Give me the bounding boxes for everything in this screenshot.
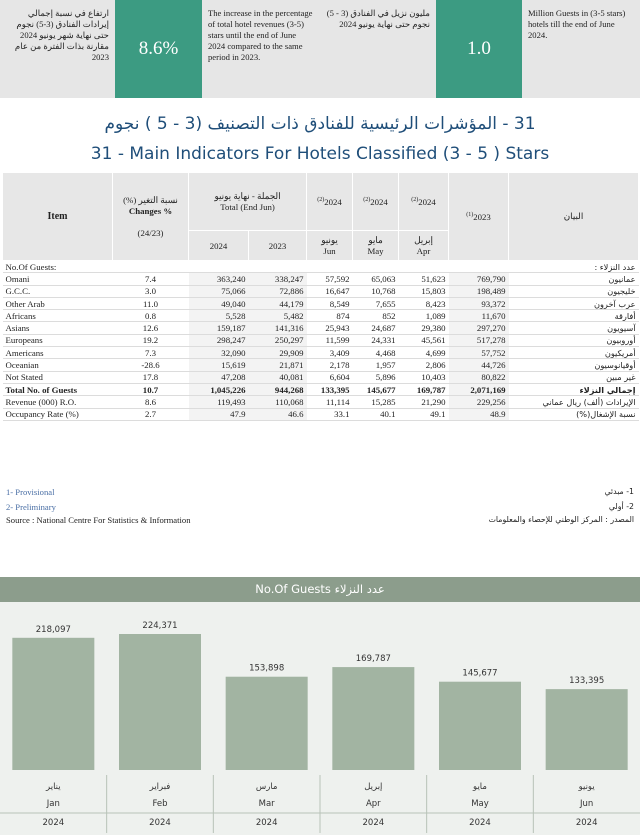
footnote-source-en: Source : National Centre For Statistics & Information bbox=[6, 515, 191, 525]
cell-apr: 10,403 bbox=[399, 371, 449, 383]
cell-t23: 72,886 bbox=[249, 285, 307, 297]
table-body bbox=[3, 261, 639, 421]
cell-t24: 1,045,226 bbox=[189, 383, 249, 395]
table-row bbox=[3, 322, 639, 334]
cell-chg: 3.0 bbox=[113, 285, 189, 297]
cell-chg: 10.7 bbox=[113, 383, 189, 395]
table-row bbox=[3, 285, 639, 297]
tick-label-month: Apr bbox=[365, 799, 381, 809]
cell-y23: 44,726 bbox=[449, 359, 509, 371]
cell-y23: 93,372 bbox=[449, 297, 509, 309]
tick-label-ar: إبريل bbox=[364, 782, 383, 792]
cell-ar: الإيرادات (ألف) ريال عماني bbox=[509, 396, 639, 408]
cell-may: 145,677 bbox=[353, 383, 399, 395]
table-row bbox=[3, 347, 639, 359]
header-may-year: $^{(2)}$2024 bbox=[353, 173, 399, 231]
cell-t23: 40,081 bbox=[249, 371, 307, 383]
cell-jun: 57,592 bbox=[307, 273, 353, 285]
data-label: 218,097 bbox=[35, 624, 71, 635]
bar-jan bbox=[12, 638, 94, 770]
kpi-revenue bbox=[0, 0, 320, 98]
cell-t24: 119,493 bbox=[189, 396, 249, 408]
header-total: الجملة - نهاية يونيو Total (End Jun) bbox=[189, 173, 307, 231]
cell-may: 10,768 bbox=[353, 285, 399, 297]
header-apr-year: $^{(2)}$2024 bbox=[399, 173, 449, 231]
cell-apr: 45,561 bbox=[399, 334, 449, 346]
cell-en: Asians bbox=[3, 322, 113, 334]
tick-label-ar: يونيو bbox=[578, 782, 595, 792]
cell-ar: عرب آخرون bbox=[509, 297, 639, 309]
cell-t23: 46.6 bbox=[249, 408, 307, 420]
cell-apr: 8,423 bbox=[399, 297, 449, 309]
page-title-ar: 31 - المؤشرات الرئيسية للفنادق ذات التصنيف (3 - 5 ) نجوم bbox=[104, 114, 536, 134]
revenue-row bbox=[3, 396, 639, 408]
tick-label-year: 2024 bbox=[362, 818, 385, 828]
cell-t23: 29,909 bbox=[249, 347, 307, 359]
cell-en: G.C.C. bbox=[3, 285, 113, 297]
tick-label-ar: مايو bbox=[473, 782, 487, 792]
footnote-provisional-ar: 1- مبدئي bbox=[604, 487, 634, 496]
header-2023: 2023 bbox=[249, 231, 307, 261]
tick-label-month: Mar bbox=[258, 799, 275, 809]
cell-t23: 141,316 bbox=[249, 322, 307, 334]
section-row bbox=[3, 261, 639, 273]
cell-y23: 48.9 bbox=[449, 408, 509, 420]
cell-y23: 57,752 bbox=[449, 347, 509, 359]
cell-chg: 2.7 bbox=[113, 408, 189, 420]
table-row bbox=[3, 371, 639, 383]
header-apr: إبريل Apr bbox=[399, 231, 449, 261]
cell-may: 4,468 bbox=[353, 347, 399, 359]
data-label: 224,371 bbox=[142, 621, 178, 631]
kpi-guests-ar: مليون نزيل في الفنادق (3 - 5) نجوم حتى نهاية يونيو 2024 bbox=[320, 0, 436, 98]
cell-ar: أوقيانوسيون bbox=[509, 359, 639, 371]
kpi-guests-en: Million Guests in (3-5 stars) hotels till the end of June 2024. bbox=[522, 0, 640, 98]
cell-t23: 944,268 bbox=[249, 383, 307, 395]
cell-en: Not Stated bbox=[3, 371, 113, 383]
cell-ar: أفارقة bbox=[509, 310, 639, 322]
cell-apr: 1,089 bbox=[399, 310, 449, 322]
section-label-ar: عدد النزلاء : bbox=[509, 261, 639, 273]
cell-t24: 49,040 bbox=[189, 297, 249, 309]
cell-apr: 21,290 bbox=[399, 396, 449, 408]
guests-bar-chart bbox=[0, 577, 640, 835]
cell-chg: 11.0 bbox=[113, 297, 189, 309]
section-label-en: No.Of Guests: bbox=[3, 261, 307, 273]
cell-ar: غير مبين bbox=[509, 371, 639, 383]
header-item: Item bbox=[3, 173, 113, 261]
tick-label-ar: مارس bbox=[255, 782, 278, 792]
data-label: 153,898 bbox=[249, 663, 285, 674]
cell-en: Oceanian bbox=[3, 359, 113, 371]
cell-y23: 2,071,169 bbox=[449, 383, 509, 395]
footnote-source-ar: المصدر : المركز الوطني للإحصاء والمعلومات bbox=[488, 515, 634, 524]
cell-y23: 11,670 bbox=[449, 310, 509, 322]
cell-ar: أمريكيون bbox=[509, 347, 639, 359]
cell-t23: 110,068 bbox=[249, 396, 307, 408]
kpi-revenue-en: The increase in the percentage of total hotel revenues (3-5) stars until the end of June 2024 compared to the same period in 2023. bbox=[202, 0, 320, 98]
cell-y23: 198,489 bbox=[449, 285, 509, 297]
cell-apr: 2,806 bbox=[399, 359, 449, 371]
table-row bbox=[3, 297, 639, 309]
cell-chg: 7.3 bbox=[113, 347, 189, 359]
cell-chg: 12.6 bbox=[113, 322, 189, 334]
cell-ar: خليجيون bbox=[509, 285, 639, 297]
cell-ar: نسبة الإشغال(%) bbox=[509, 408, 639, 420]
kpi-guests bbox=[320, 0, 640, 98]
cell-apr: 49.1 bbox=[399, 408, 449, 420]
tick-label-month: Feb bbox=[152, 799, 168, 809]
cell-ar: عمانيون bbox=[509, 273, 639, 285]
occupancy-row bbox=[3, 408, 639, 420]
cell-ar: أوروبيون bbox=[509, 334, 639, 346]
header-annual-2023: $^{(1)}$2023 bbox=[449, 173, 509, 261]
cell-y23: 80,822 bbox=[449, 371, 509, 383]
cell-t23: 250,297 bbox=[249, 334, 307, 346]
footnote-provisional-en: 1- Provisional bbox=[6, 487, 55, 497]
cell-chg: -28.6 bbox=[113, 359, 189, 371]
cell-t24: 159,187 bbox=[189, 322, 249, 334]
header-may: مايو May bbox=[353, 231, 399, 261]
data-label: 169,787 bbox=[355, 654, 391, 665]
cell-chg: 19.2 bbox=[113, 334, 189, 346]
table-row bbox=[3, 334, 639, 346]
cell-en: Occupancy Rate (%) bbox=[3, 408, 113, 420]
cell-may: 15,285 bbox=[353, 396, 399, 408]
cell-jun: 133,395 bbox=[307, 383, 353, 395]
indicators-table bbox=[2, 172, 639, 421]
cell-t24: 47.9 bbox=[189, 408, 249, 420]
cell-t24: 15,619 bbox=[189, 359, 249, 371]
cell-jun: 8,549 bbox=[307, 297, 353, 309]
cell-t23: 44,179 bbox=[249, 297, 307, 309]
page-title-en: 31 - Main Indicators For Hotels Classified (3 - 5 ) Stars bbox=[90, 144, 550, 164]
cell-ar: آسيويون bbox=[509, 322, 639, 334]
kpi-guests-value: 1.0 bbox=[436, 0, 522, 98]
cell-en: Total No. of Guests bbox=[3, 383, 113, 395]
bar-mar bbox=[226, 677, 308, 770]
cell-en: Europeans bbox=[3, 334, 113, 346]
cell-may: 5,896 bbox=[353, 371, 399, 383]
cell-y23: 229,256 bbox=[449, 396, 509, 408]
cell-t24: 32,090 bbox=[189, 347, 249, 359]
cell-may: 40.1 bbox=[353, 408, 399, 420]
cell-may: 65,063 bbox=[353, 273, 399, 285]
cell-jun: 33.1 bbox=[307, 408, 353, 420]
cell-t24: 5,528 bbox=[189, 310, 249, 322]
cell-en: Americans bbox=[3, 347, 113, 359]
data-label: 133,395 bbox=[569, 676, 605, 687]
footnote-preliminary-en: 2- Preliminary bbox=[6, 502, 56, 512]
cell-jun: 6,604 bbox=[307, 371, 353, 383]
tick-label-year: 2024 bbox=[149, 818, 171, 828]
cell-en: Revenue (000) R.O. bbox=[3, 396, 113, 408]
cell-t23: 5,482 bbox=[249, 310, 307, 322]
cell-t24: 75,066 bbox=[189, 285, 249, 297]
cell-jun: 11,114 bbox=[307, 396, 353, 408]
table-row bbox=[3, 359, 639, 371]
kpi-revenue-ar: ارتفاع في نسبة إجمالي إيرادات الفنادق (3-5) نجوم حتى نهاية شهر يونيو 2024 مقارنة بذات الفترة من عام 2023 bbox=[0, 0, 115, 98]
cell-jun: 3,409 bbox=[307, 347, 353, 359]
header-jun: يونيو Jun bbox=[307, 231, 353, 261]
cell-y23: 517,278 bbox=[449, 334, 509, 346]
cell-jun: 874 bbox=[307, 310, 353, 322]
table-row bbox=[3, 310, 639, 322]
kpi-revenue-value: 8.6% bbox=[115, 0, 202, 98]
total-row bbox=[3, 383, 639, 395]
bar-feb bbox=[119, 634, 201, 770]
cell-t23: 338,247 bbox=[249, 273, 307, 285]
header-statement-ar: البيان bbox=[509, 173, 639, 261]
cell-y23: 769,790 bbox=[449, 273, 509, 285]
table-row bbox=[3, 273, 639, 285]
cell-t23: 21,871 bbox=[249, 359, 307, 371]
cell-en: Other Arab bbox=[3, 297, 113, 309]
cell-en: Africans bbox=[3, 310, 113, 322]
tick-label-year: 2024 bbox=[42, 818, 65, 828]
cell-may: 24,331 bbox=[353, 334, 399, 346]
cell-jun: 16,647 bbox=[307, 285, 353, 297]
cell-chg: 8.6 bbox=[113, 396, 189, 408]
cell-may: 1,957 bbox=[353, 359, 399, 371]
cell-chg: 0.8 bbox=[113, 310, 189, 322]
cell-apr: 4,699 bbox=[399, 347, 449, 359]
cell-apr: 29,380 bbox=[399, 322, 449, 334]
header-jun-year: $^{(2)}$2024 bbox=[307, 173, 353, 231]
cell-jun: 11,599 bbox=[307, 334, 353, 346]
tick-label-ar: يناير bbox=[46, 782, 61, 792]
bar-jun bbox=[546, 689, 628, 770]
header-changes: نسبة التغير (%) Changes % (24/23) bbox=[113, 173, 189, 261]
cell-t24: 298,247 bbox=[189, 334, 249, 346]
bar-apr bbox=[332, 667, 414, 770]
data-label: 145,677 bbox=[462, 668, 498, 679]
header-2024: 2024 bbox=[189, 231, 249, 261]
tick-label-year: 2024 bbox=[575, 818, 598, 828]
chart-title: No.Of Guests عدد النزلاء bbox=[0, 577, 640, 602]
cell-may: 7,655 bbox=[353, 297, 399, 309]
cell-apr: 51,623 bbox=[399, 273, 449, 285]
cell-t24: 47,208 bbox=[189, 371, 249, 383]
cell-y23: 297,270 bbox=[449, 322, 509, 334]
tick-label-year: 2024 bbox=[469, 818, 491, 828]
tick-label-ar: فبراير bbox=[149, 782, 171, 792]
cell-jun: 2,178 bbox=[307, 359, 353, 371]
cell-en: Omani bbox=[3, 273, 113, 285]
tick-label-year: 2024 bbox=[255, 818, 278, 828]
kpi-strip bbox=[0, 0, 640, 98]
guests-chart-panel bbox=[0, 577, 640, 835]
cell-ar: إجمالي النزلاء bbox=[509, 383, 639, 395]
cell-apr: 169,787 bbox=[399, 383, 449, 395]
footnote-preliminary-ar: 2- أولي bbox=[608, 502, 634, 511]
cell-may: 24,687 bbox=[353, 322, 399, 334]
cell-chg: 17.8 bbox=[113, 371, 189, 383]
cell-may: 852 bbox=[353, 310, 399, 322]
cell-jun: 25,943 bbox=[307, 322, 353, 334]
tick-label-month: Jun bbox=[580, 799, 594, 809]
tick-label-month: May bbox=[471, 799, 489, 809]
bar-may bbox=[439, 682, 521, 770]
cell-apr: 15,803 bbox=[399, 285, 449, 297]
cell-chg: 7.4 bbox=[113, 273, 189, 285]
tick-label-month: Jan bbox=[46, 799, 60, 809]
cell-t24: 363,240 bbox=[189, 273, 249, 285]
